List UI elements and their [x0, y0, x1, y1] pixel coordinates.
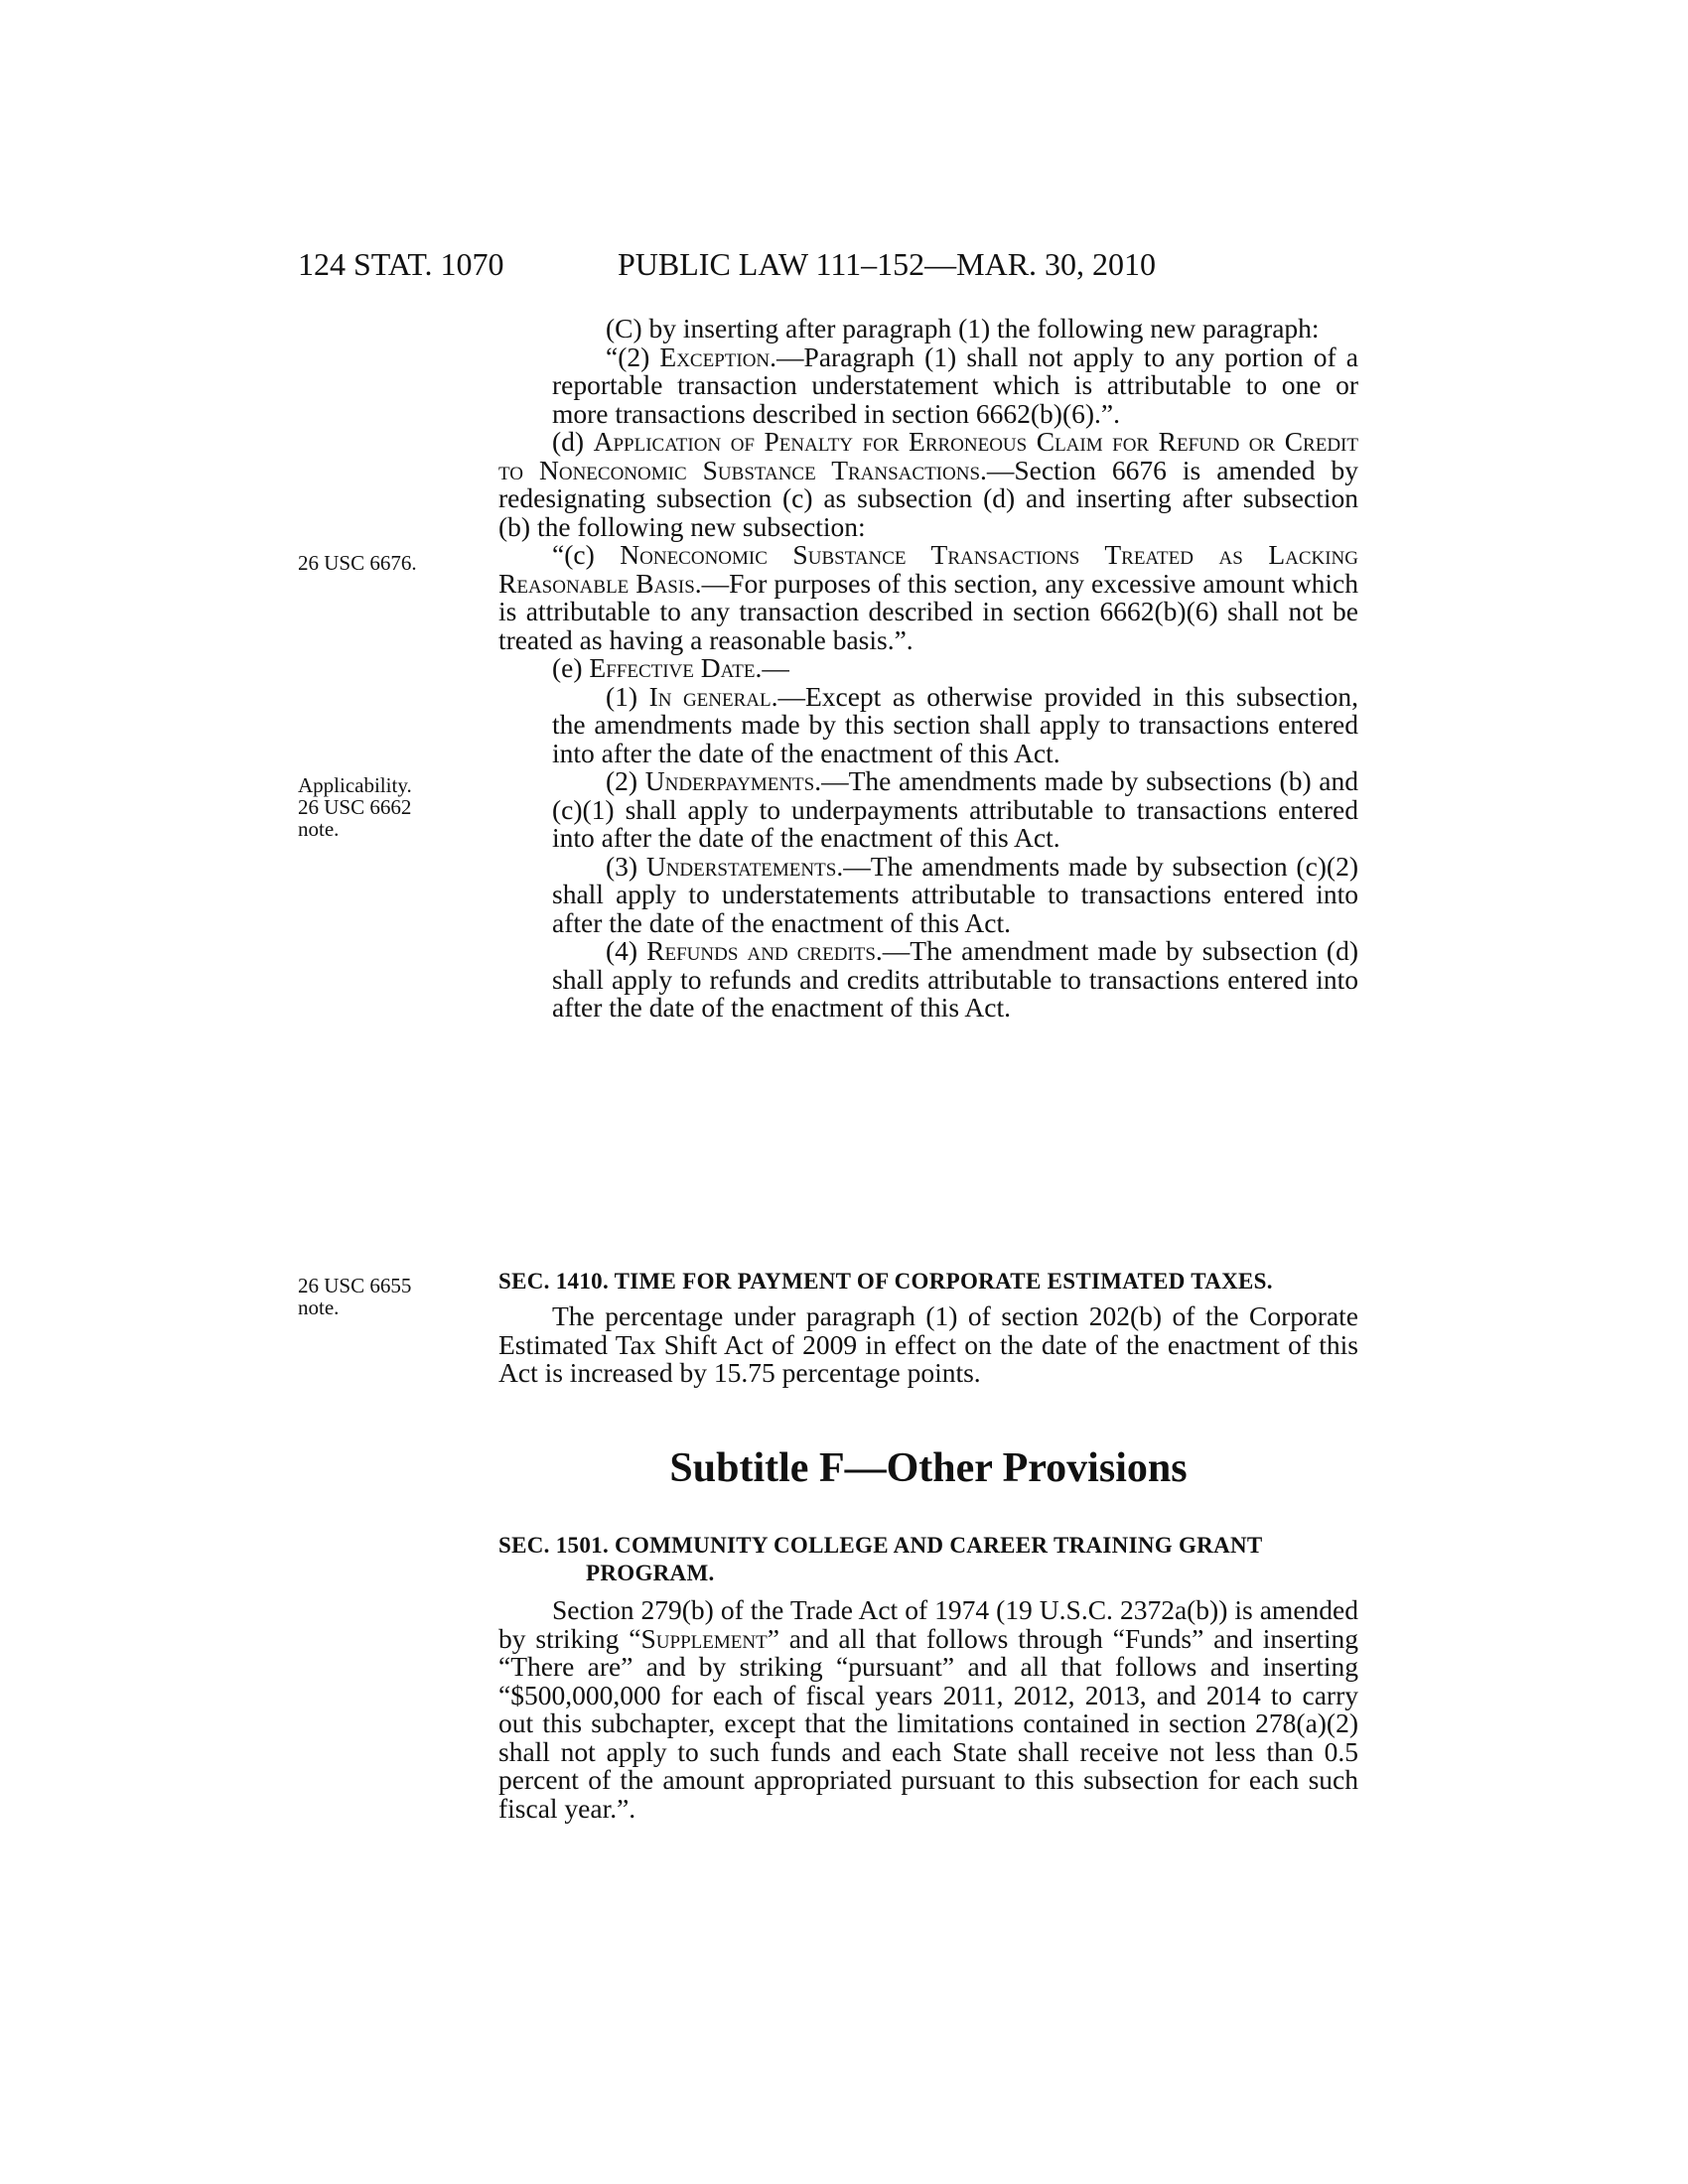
margin-note-usc-6655	[298, 1275, 496, 1318]
subsection-e-heading: (e) Effective Date.—	[552, 652, 789, 683]
statute-page-number: 124 STAT. 1070	[298, 246, 504, 282]
margin-note-line: Applicability.	[298, 773, 412, 797]
section-1410-text: The percentage under paragraph (1) of section 202(b) of the Corporate Estimated Tax Shift Act of 2009 in effect on the date of the enactment of this Act is increased by 15.75 percentage points.	[498, 1300, 1358, 1388]
paragraph-c-insert: (C) by inserting after paragraph (1) the following new paragraph:	[606, 313, 1320, 343]
subsection-d: (d) Application of Penalty for Erroneous Claim for Refund or Credit to Noneconomic Substance Transactions.—Section 6676 is amended by redesignating subsection (c) as subsection (d) and inserting after subsection (b) the following new subsection:	[498, 426, 1358, 542]
section-1501-text: Section 279(b) of the Trade Act of 1974 (19 U.S.C. 2372a(b)) is amended by striking “Supplement” and all that follows through “Funds” and inserting “There are” and by striking “pursuant” and all that follows and inserting “$500,000,000 for each of fiscal years 2011, 2012, 2013, and 2014 to carry out this subchapter, except that the limitations contained in section 278(a)(2) shall not apply to such funds and each State shall receive not less than 0.5 percent of the amount appropriated pursuant to this subsection for each such fiscal year.”.	[498, 1594, 1358, 1824]
subsection-c-quote-heading: Noneconomic Substance Transactions Treated as Lacking Reasonable Basis	[498, 539, 1359, 599]
effective-date-item-4: (4) Refunds and credits.—The amendment made by subsection (d) shall apply to refunds and credits attributable to transactions entered into after the date of the enactment of this Act.	[552, 935, 1358, 1023]
subsection-c-quote: “(c) Noneconomic Substance Transactions Treated as Lacking Reasonable Basis.—For purposes of this section, any excessive amount which is attributable to any transaction described in section 6662(b)(6) shall not be treated as having a reasonable basis.”.	[498, 539, 1359, 655]
margin-note-line: note.	[298, 1296, 340, 1319]
margin-note-applicability	[298, 774, 496, 840]
effective-date-item-3: (3) Understatements.—The amendments made by subsection (c)(2) shall apply to understatements attributable to transactions entered into after the date of the enactment of this Act.	[552, 850, 1358, 938]
margin-note-line: note.	[298, 817, 340, 841]
running-header	[298, 246, 1370, 286]
margin-note-line: 26 USC 6655	[298, 1274, 412, 1297]
section-1501-body	[498, 1596, 1358, 1823]
subtitle-heading: Subtitle F—Other Provisions	[669, 1445, 1188, 1491]
margin-note-usc-6676: 26 USC 6676.	[298, 551, 417, 575]
effective-date-item-1: (1) In general.—Except as otherwise provided in this subsection, the amendments made by this section shall apply to transactions entered into after the date of the enactment of this Act.	[552, 680, 1358, 768]
section-1501-heading: SEC. 1501. COMMUNITY COLLEGE AND CAREER TRAINING GRANT PROGRAM.	[498, 1533, 1263, 1585]
body-text-block	[498, 315, 1358, 1023]
supplement-word: Supplement	[640, 1622, 768, 1654]
effective-date-item-2: (2) Underpayments.—The amendments made by subsections (b) and (c)(1) shall apply to underpayments attributable to transactions entered into after the date of the enactment of this Act.	[552, 765, 1358, 853]
paragraph-exception: “(2) Exception.—Paragraph (1) shall not apply to any portion of a reportable transaction understatement which is attributable to one or more transactions described in section 6662(b)(6).”.	[552, 341, 1358, 429]
margin-note-line: 26 USC 6662	[298, 795, 412, 819]
section-1410-body	[498, 1302, 1358, 1388]
public-law-title: PUBLIC LAW 111–152—MAR. 30, 2010	[618, 246, 1157, 282]
exception-label: Exception	[659, 341, 771, 372]
section-1410-heading: SEC. 1410. TIME FOR PAYMENT OF CORPORATE ESTIMATED TAXES.	[498, 1269, 1273, 1294]
subsection-d-heading: Application of Penalty for Erroneous Claim for Refund or Credit to Noneconomic Substance Transactions	[498, 426, 1358, 485]
